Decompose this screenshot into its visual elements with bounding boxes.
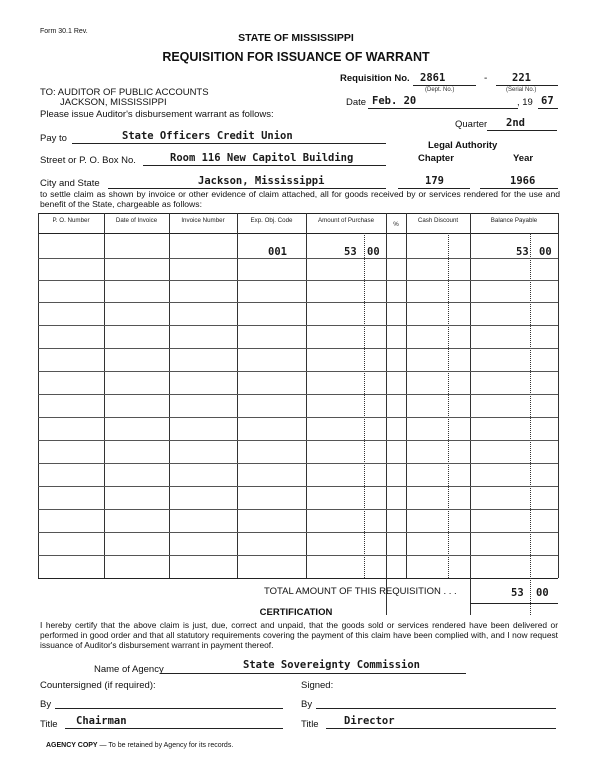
settle-text: to settle claim as shown by invoice or other evidence of claim attached, all for goods received by or services rendered for the use and benefit of the State, chargeable as follows: (40, 189, 560, 209)
date-year: 67 (541, 95, 554, 107)
year-value: 1966 (510, 175, 536, 187)
instruction-text: Please issue Auditor's disbursement warrant as follows: (40, 109, 274, 120)
signed-label: Signed: (301, 680, 334, 691)
total-cents: 00 (536, 587, 549, 599)
countersign-title-value: Chairman (76, 715, 127, 727)
quarter-value: 2nd (506, 117, 525, 129)
row-divider (38, 371, 558, 372)
table-left-border (38, 213, 39, 578)
row-divider (38, 417, 558, 418)
col-divider (237, 213, 238, 578)
col-divider (306, 213, 307, 578)
date-year-line (538, 108, 558, 109)
row1-balance-cents: 00 (539, 246, 552, 258)
total-label: TOTAL AMOUNT OF THIS REQUISITION . . . (264, 586, 457, 597)
state-title: STATE OF MISSISSIPPI (238, 32, 354, 44)
col-divider (448, 233, 449, 578)
city-value: Jackson, Mississippi (198, 175, 325, 187)
certification-title: CERTIFICATION (259, 607, 333, 618)
row1-amount-cents: 00 (367, 246, 380, 258)
street-label: Street or P. O. Box No. (40, 155, 136, 166)
col-header-cash-discount: Cash Discount (417, 217, 459, 224)
row-divider (38, 440, 558, 441)
requisition-dash: - (484, 73, 488, 84)
legal-authority-label: Legal Authority (428, 140, 498, 151)
col-divider (530, 233, 531, 615)
table-top-border (38, 213, 558, 214)
to-line-2: JACKSON, MISSISSIPPI (60, 97, 167, 108)
countersign-by-label: By (40, 699, 52, 710)
dept-no-caption: (Dept. No.) (425, 87, 455, 93)
city-label: City and State (40, 178, 100, 189)
table-header-border (38, 233, 558, 234)
to-line-1: TO: AUDITOR OF PUBLIC ACCOUNTS (40, 87, 209, 98)
signed-by-line (316, 708, 556, 709)
table-right-border (558, 213, 559, 578)
countersigned-label: Countersigned (if required): (40, 680, 156, 691)
col-divider (104, 213, 105, 578)
signed-title-label: Title (301, 719, 319, 730)
signed-title-value: Director (344, 715, 395, 727)
serial-no-caption: (Serial No.) (506, 87, 537, 93)
row-divider (38, 348, 558, 349)
row1-balance-dollars: 53 (516, 246, 529, 258)
pay-to-label: Pay to (40, 133, 67, 144)
row-divider (38, 302, 558, 303)
countersign-by-line (55, 708, 283, 709)
agency-copy-note (46, 742, 233, 749)
col-header-balance: Balance Payable (490, 217, 538, 224)
col-header-amount: Amount of Purchase (317, 217, 375, 224)
serial-no-line (496, 85, 558, 86)
date-line (368, 108, 518, 109)
row1-exp-code: 001 (268, 246, 287, 258)
total-dollars: 53 (511, 587, 524, 599)
quarter-label: Quarter (455, 119, 488, 130)
row-divider (38, 394, 558, 395)
pay-to-value: State Officers Credit Union (122, 130, 293, 142)
total-underline (470, 603, 558, 604)
street-value: Room 116 New Capitol Building (170, 152, 354, 164)
col-header-invoice-number: Invoice Number (181, 217, 225, 224)
chapter-value: 179 (425, 175, 444, 187)
year-label: Year (513, 153, 534, 164)
signed-by-label: By (301, 699, 313, 710)
form-number: Form 30.1 Rev. (40, 28, 88, 35)
row-divider (38, 325, 558, 326)
date-label: Date (346, 97, 367, 108)
chapter-label: Chapter (418, 153, 454, 164)
dept-no-value: 2861 (420, 72, 446, 84)
date-value: Feb. 20 (372, 95, 417, 107)
signed-title-line (326, 728, 556, 729)
row-divider (38, 463, 558, 464)
col-divider (406, 213, 407, 578)
quarter-line (487, 130, 557, 131)
agency-name-value: State Sovereignty Commission (243, 659, 421, 671)
row-divider (38, 555, 558, 556)
serial-no-value: 221 (512, 72, 531, 84)
street-line (143, 165, 386, 166)
row-divider (38, 532, 558, 533)
agency-name-line (160, 673, 466, 674)
table-bottom-border (38, 578, 558, 579)
form-title: REQUISITION FOR ISSUANCE OF WARRANT (162, 50, 430, 64)
countersign-title-label: Title (40, 719, 58, 730)
row-divider (38, 486, 558, 487)
agency-copy-label: AGENCY COPY (46, 742, 98, 749)
col-header-date-invoice: Date of Invoice (115, 217, 158, 224)
certification-text: I hereby certify that the above claim is just, due, correct and unpaid, that the goods sold or services rendered have been delivered or performed in good order and that all statutory requirements covering the payment of this claim have been complied with, and I now request issuance of Auditor's disbursement warrant in payment thereof. (40, 620, 558, 650)
agency-name-label: Name of Agency (94, 664, 164, 675)
col-divider (169, 213, 170, 578)
row-divider (38, 258, 558, 259)
col-header-exp-code: Exp. Obj. Code (250, 217, 293, 224)
agency-copy-text: — To be retained by Agency for its records. (97, 742, 234, 749)
countersign-title-line (65, 728, 283, 729)
dept-no-line (413, 85, 476, 86)
pay-to-line (72, 143, 386, 144)
col-header-po: P. O. Number (52, 217, 90, 224)
row-divider (38, 280, 558, 281)
requisition-label: Requisition No. (340, 73, 410, 84)
row1-amount-dollars: 53 (344, 246, 357, 258)
row-divider (38, 509, 558, 510)
col-header-percent: % (393, 221, 399, 228)
col-divider (364, 233, 365, 578)
date-year-prefix: , 19 (517, 97, 533, 108)
